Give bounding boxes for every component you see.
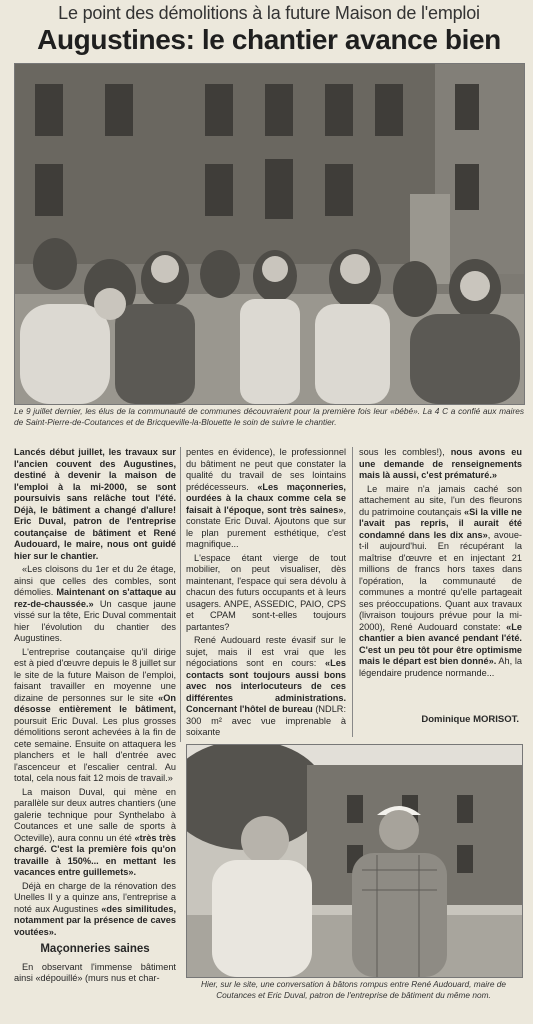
kicker-line: Le point des démolitions à la future Maison de l'emploi (58, 3, 480, 23)
paragraph: En observant l'immense bâtiment ainsi «dépouillé» (murs nus et char- (14, 961, 176, 983)
paragraph: René Audouard reste évasif sur le sujet, mais il est vrai que les négociations sont en cours: «Les contacts sont toujours aussi bons avec nos interlocuteurs de ces différentes administrations. Concernant l'hôtel de bureau (NDLR: 300 m² avec vue imprenable à soixante (186, 635, 346, 737)
article-column-1 (14, 447, 176, 987)
photo-caption-bottom: Hier, sur le site, une conversation à bâtons rompus entre René Audouard, maire de Coutances et Eric Duval, patron de l'entreprise de bâtiment du même nom. (200, 979, 506, 1000)
paragraph: Le maire n'a jamais caché son attachement au site, l'un des fleurons du patrimoine coutançais «Si la ville ne l'avait pas repris, il aurait été condamné dans les dix ans», avoue-t-il aujourd'hui. En récupérant la maîtrise d'œuvre et en injectant 21 millions de francs hors taxes dans l'opération, la communauté de communes a montré qu'elle partageait ses préoccupations. Quant aux travaux (livraison toujours prévue pour la mi-2000), René Audouard constate: «Le chantier a bien avancé pendant l'été. C'est un peu tôt pour être optimisme mais le départ est bien donné». Ah, la légendaire prudence normande... (359, 483, 522, 678)
paragraph: Déjà en charge de la rénovation des Unelles II y a quinze ans, l'entreprise a noté aux Augustines «des similitudes, notamment par la présence de caves voutées». (14, 880, 176, 937)
photo-mayor-contractor-image (187, 745, 522, 977)
photo-caption-top: Le 9 juillet dernier, les élus de la communauté de communes découvraient pour la première fois leur «bébé». La 4 C a confié aux maires de Saint-Pierre-de-Coutances et de Bricqueville-la-Blouette le soin de suivre le chantier. (14, 406, 524, 427)
paragraph: L'espace étant vierge de tout mobilier, on peut visualiser, dès maintenant, l'espace qui sera dévolu à chacun des futurs occupants et à leurs usagers. ANPE, ASSEDIC, PAIO, CPS et CPAM sont-t-elles toujours partantes? (186, 552, 346, 632)
paragraph: pentes en évidence), le professionnel du bâtiment ne peut que constater la qualité du travail de ses lointains prédécesseurs. «Les maçonneries, ourdées à la chaux comme cela se faisait à l'époque, sont très saines», constate Eric Duval. Ajoutons que sur le plan purement esthétique, c'est magnifique... (186, 447, 346, 549)
article-lead: Lancés début juillet, les travaux sur l'ancien couvent des Augustines, destiné à devenir la maison de l'emploi à la mi-2000, se sont poursuivis sans relâche tout l'été. Déjà, le bâtiment a changé d'allure! Eric Duval, patron de l'entreprise coutançaise de bâtiment et René Audouard, le maire, nous ont guidé hier sur le chantier. (14, 447, 176, 561)
author-signature: Dominique MORISOT. (421, 714, 519, 725)
column-divider (180, 447, 181, 742)
headline: Augustines: le chantier avance bien (37, 24, 501, 55)
paragraph: L'entreprise coutançaise qu'il dirige est à pied d'œuvre depuis le 8 juillet sur le site de la future Maison de l'emploi, faisant travailler en moyenne une dizaine de personnes sur le site «On désosse entièrement le bâtiment, poursuit Eric Duval. Les plus grosses démolitions seront achevées à la fin de cete semaine. Ensuite on attaquera les planchers et le hall d'entrée avec l'ascenceur et l'escalier central. Au total, cela nous fait 12 mois de travail.» (14, 646, 176, 783)
paragraph: La maison Duval, qui mène en parallèle sur deux autres chantiers (une galerie technique pour Synthelabo à Coutances et une salle de sports à Octeville), aura connu un été «très très chargé. C'est la première fois qu'on travaille à 150%... en mettant les vacances entre guillemets». (14, 786, 176, 877)
subhead: Maçonneries saines (40, 943, 150, 955)
photo-mayor-contractor (186, 744, 523, 978)
column-divider (352, 447, 353, 737)
article-column-2 (186, 447, 346, 741)
paragraph: sous les combles!), nous avons eu une demande de renseignements mais là aussi, c'est prématuré.» (359, 447, 523, 480)
article-column-3 (359, 447, 522, 681)
paragraph: «Les cloisons du 1er et du 2e étage, ainsi que celles des combles, sont démolies. Maintenant on s'attaque au rez-de-chaussée.» Un casque jaune vissé sur la tête, Eric Duval commentait hier l'évolution du chantier des Augustines. (14, 564, 176, 643)
photo-site-visit-image (15, 64, 524, 404)
photo-site-visit (14, 63, 525, 405)
